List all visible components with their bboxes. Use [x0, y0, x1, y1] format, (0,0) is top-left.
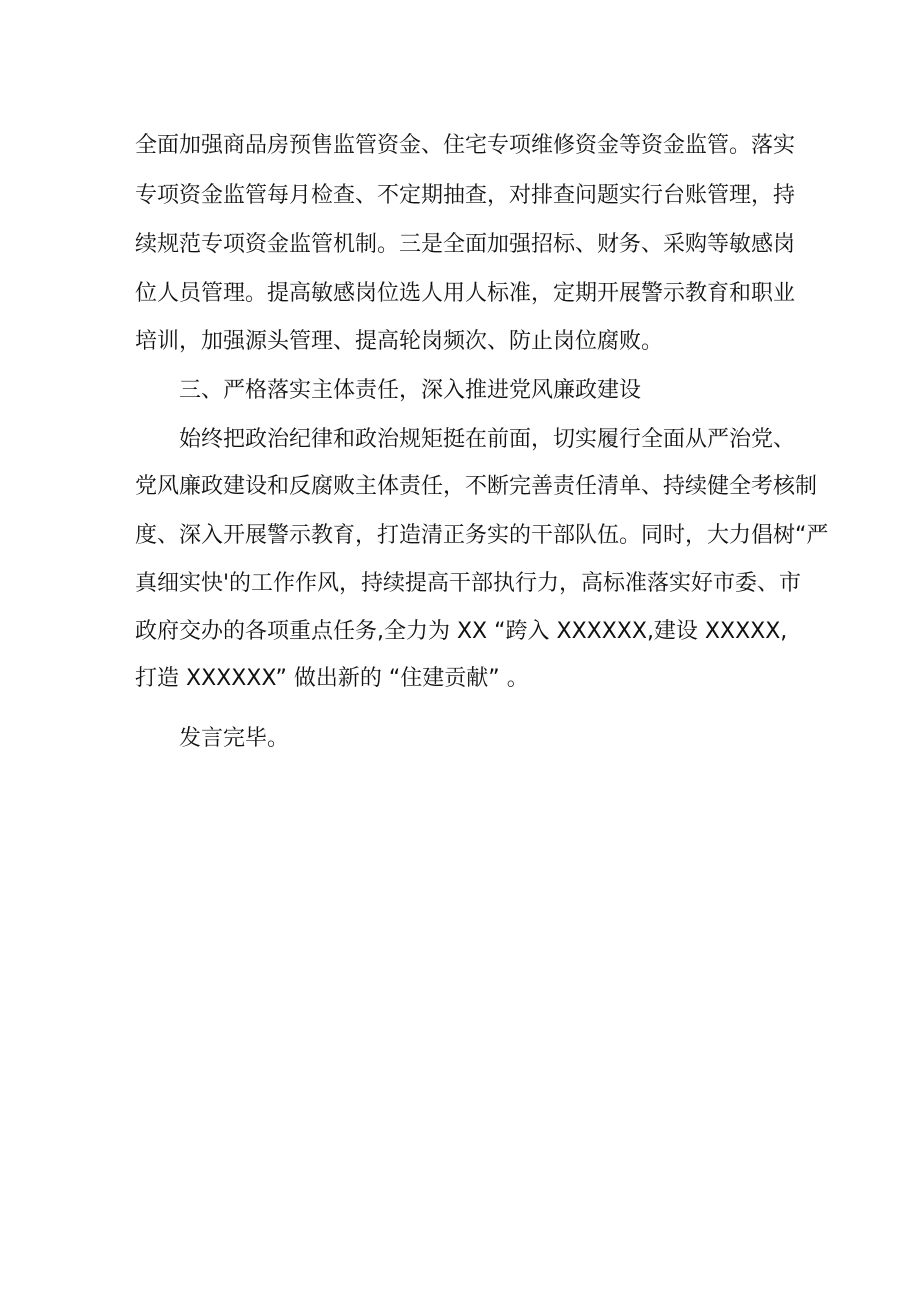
- paragraph-1-line-3: 续规范专项资金监管机制。三是全面加强招标、财务、采购等敏感岗: [135, 232, 796, 257]
- paragraph-1-line-4: 位人员管理。提高敏感岗位选人用人标准，定期开展警示教育和职业: [135, 281, 796, 306]
- paragraph-2-line-1: 始终把政治纪律和政治规矩挺在前面，切实履行全面从严治党、: [179, 427, 796, 452]
- paragraph-2-line-6: 打造 XXXXXX” 做出新的 “住建贡献” 。: [135, 666, 529, 691]
- paragraph-1-line-1: 全面加强商品房预售监管资金、住宅专项维修资金等资金监管。落实: [135, 133, 796, 158]
- paragraph-2-line-3: 度、深入开展警示教育，打造清正务实的干部队伍。同时，大力倡树“严: [135, 523, 829, 548]
- section-heading: 三、严格落实主体责任，深入推进党风廉政建设: [179, 378, 642, 403]
- paragraph-1-line-5: 培训，加强源头管理、提高轮岗频次、防止岗位腐败。: [135, 329, 664, 354]
- closing-text: 发言完毕。: [179, 726, 290, 751]
- paragraph-1-line-2: 专项资金监管每月检查、不定期抽查，对排查问题实行台账管理，持: [135, 183, 796, 208]
- paragraph-2-line-5: 政府交办的各项重点任务,全力为 XX “跨入 XXXXXX,建设 XXXXX,: [135, 619, 788, 644]
- paragraph-2-line-4: 真细实快'的工作作风，持续提高干部执行力，高标准落实好市委、市: [135, 571, 802, 596]
- paragraph-2-line-2: 党风廉政建设和反腐败主体责任，不断完善责任清单、持续健全考核制: [135, 474, 818, 499]
